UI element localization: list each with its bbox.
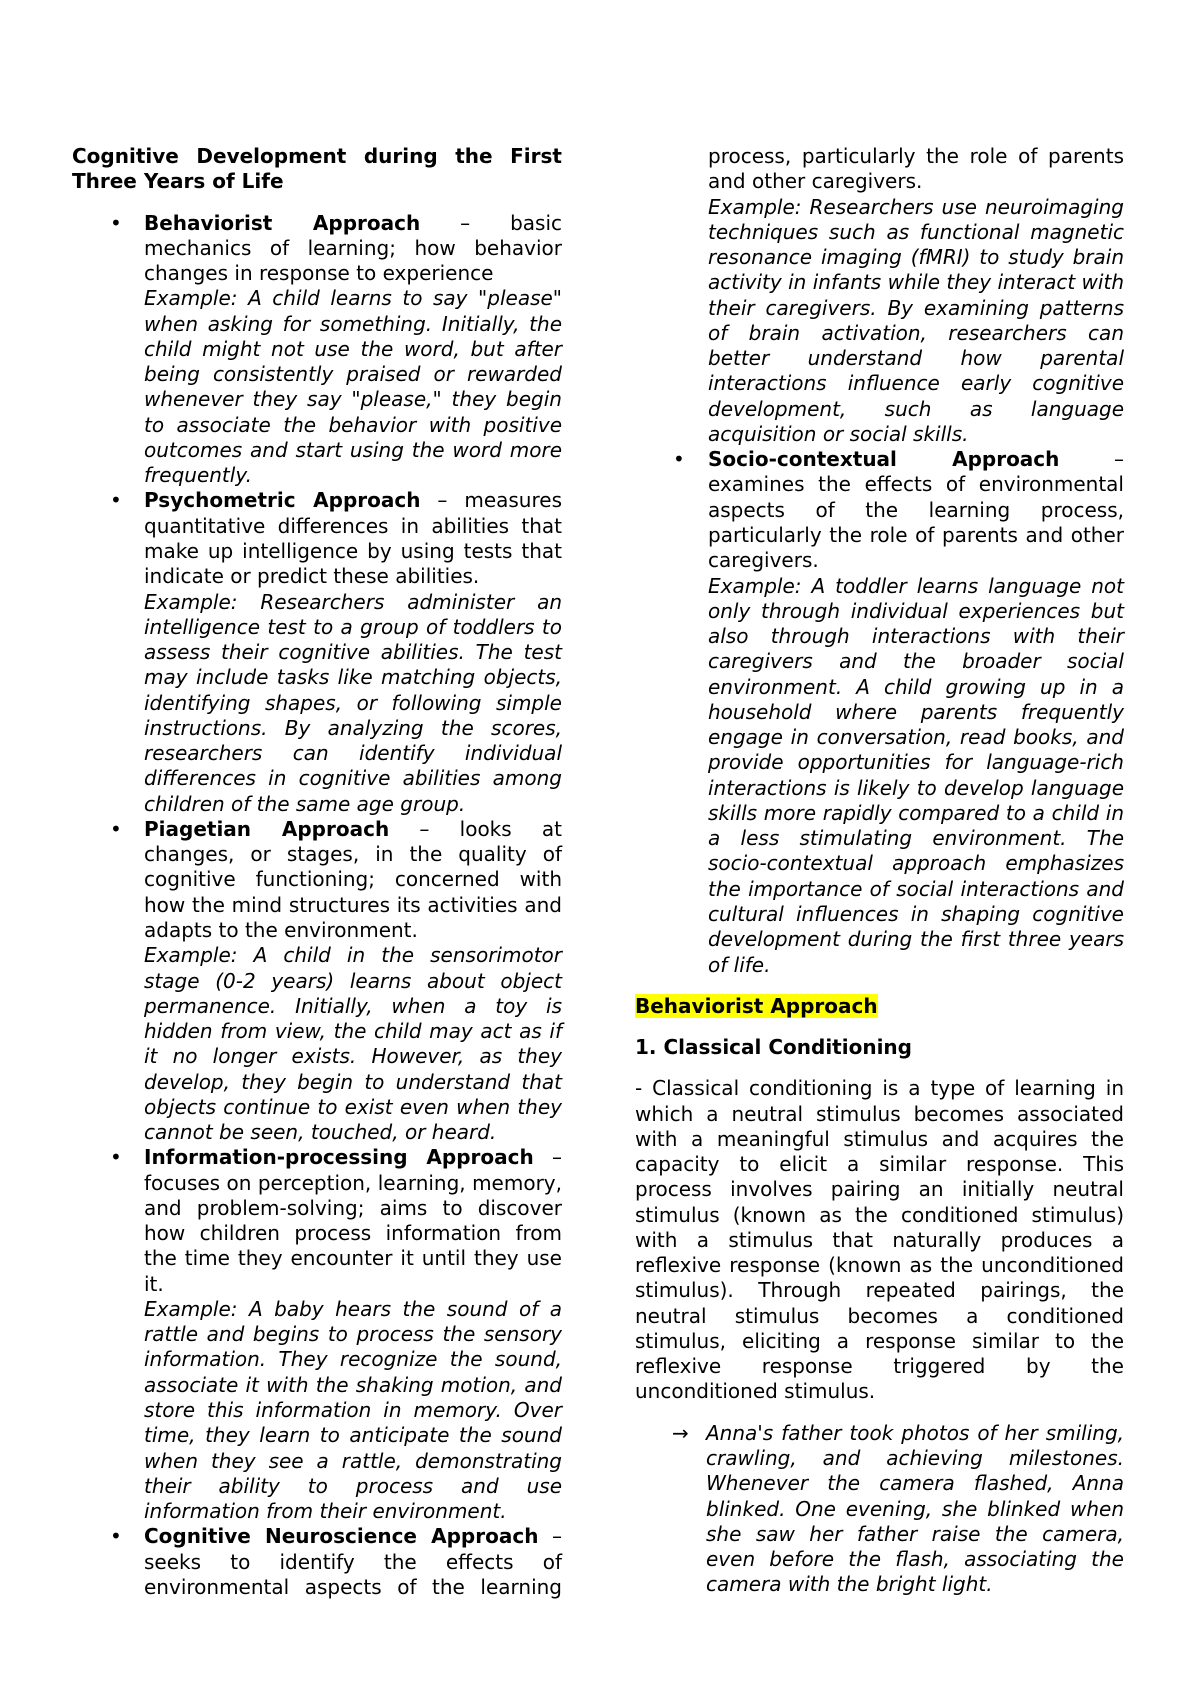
bullet-icon: • (110, 210, 122, 235)
approach-label: Psychometric Approach (144, 488, 421, 513)
bullet-icon: • (110, 1524, 122, 1549)
approach-example: Example: A toddler learns language not only through individual experiences but also through interactions with their caregivers and the broader social environment. A child growing up in a household where parents frequently engage in conversation, read books, and provide opportunities for language-rich interactions is likely to develop language skills more rapidly compared to a child in a less stimulating environment. The socio-contextual approach emphasizes the importance of social interactions and cultural influences in shaping cognitive development during the first three years of life. (708, 573, 1124, 977)
approach-item-cognitive-neuroscience-continued (635, 144, 1124, 447)
bullet-icon: • (110, 816, 122, 841)
section-heading-highlight: Behaviorist Approach (635, 993, 878, 1018)
approach-example: Example: Researchers use neuroimaging techniques such as functional magnetic resonance imaging (fMRI) to study brain activity in infants while they interact with their caregivers. By examining patterns of brain activation, researchers can better understand how parental interactions influence early cognitive development, such as language acquisition or social skills. (708, 194, 1124, 446)
approach-description: – looks at changes, or stages, in the quality of cognitive functioning; concerned with how the mind structures its activities and adapts to the environment. (144, 816, 563, 942)
arrow-right-icon: → (672, 1420, 689, 1445)
bullet-icon: • (110, 488, 122, 513)
approach-example: Example: Researchers administer an intelligence test to a group of toddlers to assess their cognitive abilities. The test may include tasks like matching objects, identifying shapes, or following simple instructions. By analyzing the scores, researchers can identify individual differences in cognitive abilities among children of the same age group. (144, 589, 562, 816)
left-column (72, 144, 562, 1616)
approach-item-socio-contextual (635, 447, 1124, 978)
approach-label: Piagetian Approach (144, 816, 390, 841)
approach-label: Socio-contextual Approach (708, 447, 1060, 472)
approach-label: Behaviorist Approach (144, 210, 421, 235)
approach-description: – basic mechanics of learning; how behavior changes in response to experience (144, 210, 562, 286)
subheading: 1. Classical Conditioning (635, 1035, 912, 1060)
approach-example: Example: A child learns to say "please" when asking for something. Initially, the child might not use the word, but after being consistently praised or rewarded whenever they say "please," they begin to associate the behavior with positive outcomes and start using the word more frequently. (144, 286, 562, 488)
body-paragraph: - Classical conditioning is a type of learning in which a neutral stimulus becomes associated with a meaningful stimulus and acquires the capacity to elicit a similar response. This process involves pairing an initially neutral stimulus (known as the conditioned stimulus) with a stimulus that naturally produces a reflexive response (known as the unconditioned stimulus). Through repeated pairings, the neutral stimulus becomes a conditioned stimulus, eliciting a response similar to the reflexive response triggered by the unconditioned stimulus. (635, 1076, 1124, 1404)
approach-description: – focuses on perception, learning, memory, and problem-solving; aims to discover how children process information from the time they encounter it until they use it. (144, 1145, 563, 1296)
section-heading (635, 994, 1124, 1019)
example-item (635, 1421, 1124, 1598)
approach-description: – measures quantitative differences in abilities that make up intelligence by using tests that indicate or predict these abilities. (144, 488, 562, 589)
approach-item-information-processing (72, 1145, 562, 1524)
approach-item-piagetian (72, 817, 562, 1145)
approach-label: Information-processing Approach (144, 1145, 534, 1170)
approach-example: Example: A baby hears the sound of a rattle and begins to process the sensory information. They recognize the sound, associate it with the shaking motion, and store this information in memory. Over time, they learn to anticipate the sound when they see a rattle, demonstrating their ability to process and use information from their environment. (144, 1296, 562, 1524)
bullet-icon: • (673, 447, 685, 472)
example-text: Anna's father took photos of her smiling, crawling, and achieving milestones. Whenever the camera flashed, Anna blinked. One evening, she blinked when she saw her father raise the camera, even before the flash, associating the camera with the bright light. (706, 1420, 1124, 1597)
approaches-list-continued (635, 144, 1124, 978)
approach-description: – seeks to identify the effects of environmental aspects of the learning (144, 1524, 563, 1599)
approach-description: – examines the effects of environmental aspects of the learning process, particularly the role of parents and other caregivers. (708, 447, 1124, 573)
approaches-list (72, 211, 562, 1601)
approach-item-psychometric (72, 488, 562, 816)
approach-item-behaviorist (72, 211, 562, 489)
approach-example: Example: A child in the sensorimotor stage (0-2 years) learns about object permanence. Initially, when a toy is hidden from view, the child may act as if it no longer exists. However, as they develop, they begin to understand that objects continue to exist even when they cannot be seen, touched, or heard. (144, 943, 562, 1145)
right-column (635, 144, 1124, 1598)
approach-item-cognitive-neuroscience (72, 1524, 562, 1600)
bullet-icon: • (110, 1145, 122, 1170)
approach-description-continued: process, particularly the role of parents and other caregivers. (708, 144, 1124, 194)
document-title: Cognitive Development during the First Three Years of Life (72, 144, 562, 194)
approach-label: Cognitive Neuroscience Approach (144, 1524, 539, 1549)
